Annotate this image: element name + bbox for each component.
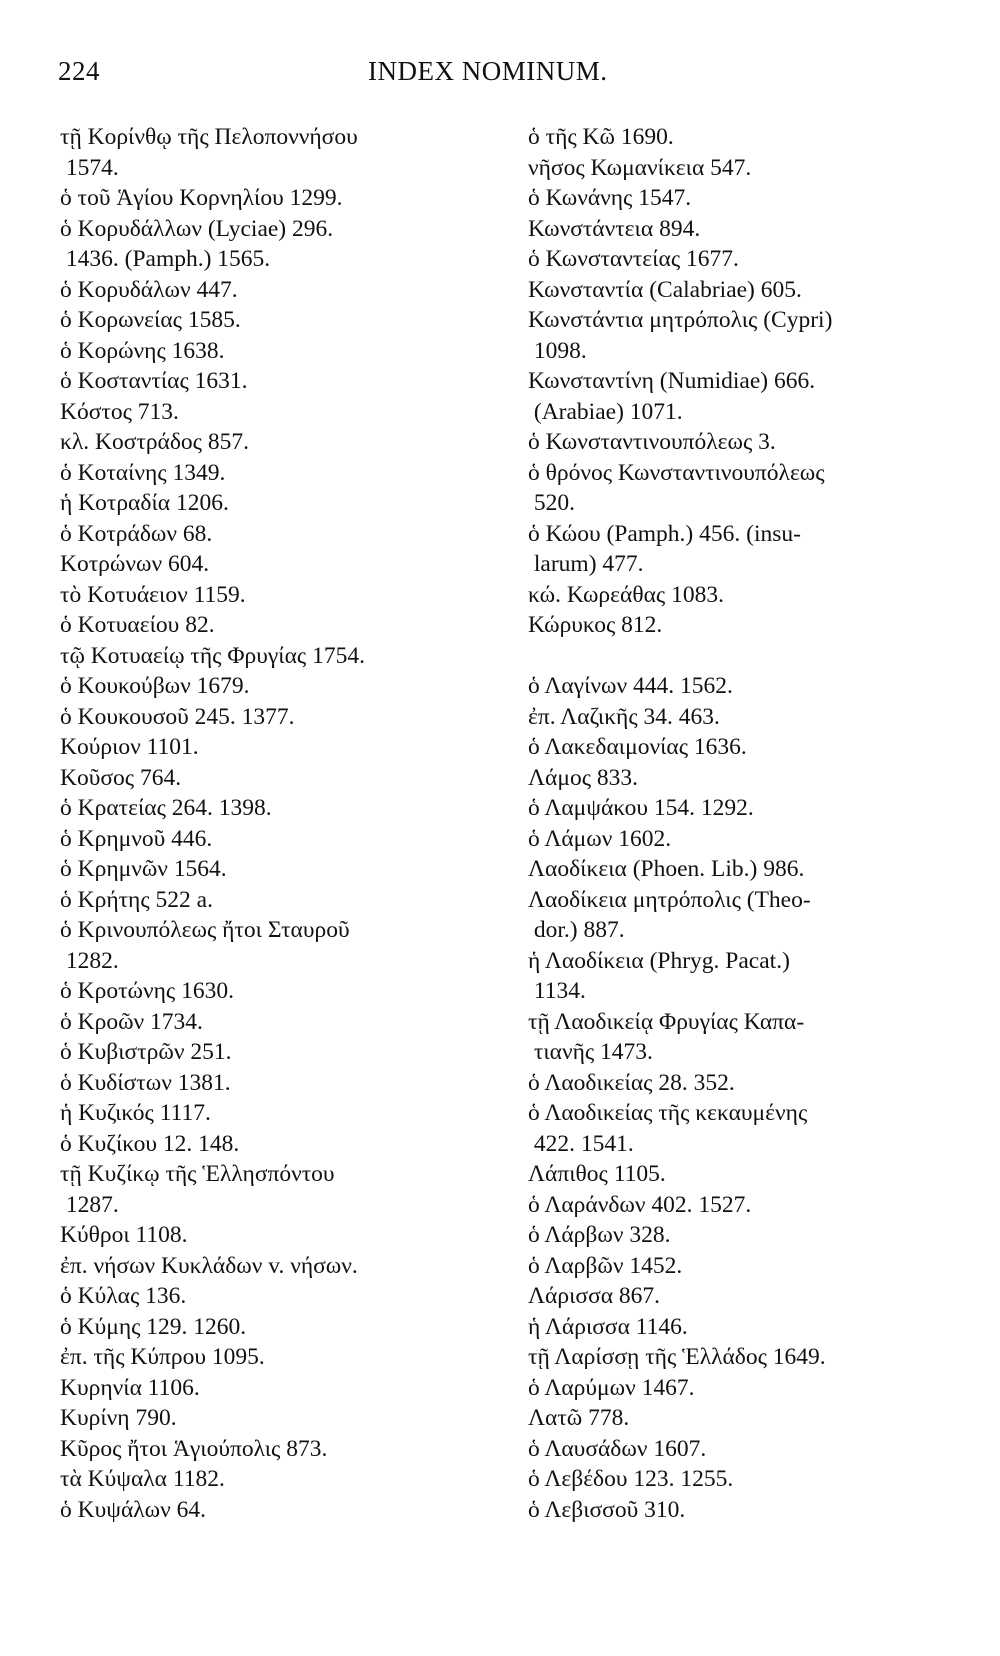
index-entry: τῇ Λαρίσσῃ τῆς Ἑλλάδος 1649.: [528, 1344, 826, 1370]
index-entry: ὁ Λαγίνων 444. 1562.: [528, 673, 733, 699]
index-entry: τῷ Κοτυαείῳ τῆς Φρυγίας 1754.: [60, 642, 365, 669]
index-entry: Λάμος 833.: [528, 764, 639, 791]
index-entry: νῆσος Κωμανίκεια 547.: [528, 154, 752, 181]
index-entry: ὁ Λαρύμων 1467.: [528, 1374, 695, 1401]
index-entry: Λαοδίκεια (Phoen. Lib.) 986.: [528, 856, 805, 882]
index-entry: 1098.: [528, 337, 587, 364]
index-entry: ὁ Λακεδαιμονίας 1636.: [528, 734, 747, 760]
page-number: 224: [58, 56, 100, 86]
index-entry: ὁ Λάμων 1602.: [528, 825, 672, 852]
index-entry: ὁ Λαμψάκου 154. 1292.: [528, 795, 754, 821]
index-entry: ὁ Λεβισσοῦ 310.: [528, 1496, 686, 1523]
index-entry: Κούριον 1101.: [60, 734, 199, 760]
index-entry: Κωνσταντία (Calabriae) 605.: [528, 276, 802, 303]
index-entry: ὁ Κρήτης 522 a.: [60, 886, 213, 913]
index-entry: Κυρηνία 1106.: [60, 1374, 200, 1401]
index-entry: τῇ Κορίνθῳ τῆς Πελοποννήσου: [60, 124, 358, 150]
index-entry: ὁ Κροτώνης 1630.: [60, 978, 234, 1004]
index-entry: ἡ Κοτραδία 1206.: [60, 490, 229, 516]
index-entry: ὁ Κορυδάλων 447.: [60, 276, 238, 303]
index-entry: ὁ Λαρβῶν 1452.: [528, 1252, 683, 1279]
index-entry: ὁ Κορυδάλλων (Lyciae) 296.: [60, 215, 334, 242]
index-entry: ὁ Λεβέδου 123. 1255.: [528, 1466, 734, 1492]
index-entry: ἐπ. τῆς Κύπρου 1095.: [60, 1344, 265, 1370]
index-entry: ὁ Κυψάλων 64.: [60, 1496, 206, 1523]
page-header: [58, 56, 938, 96]
index-entry: ὁ Κωνσταντείας 1677.: [528, 246, 739, 272]
index-entry: ὁ Κορωνείας 1585.: [60, 307, 241, 333]
index-entry: ὁ Κοτράδων 68.: [60, 520, 213, 547]
index-entry: ὁ Κροῶν 1734.: [60, 1008, 203, 1035]
index-entry: Κόστος 713.: [60, 398, 179, 425]
index-entry: ὁ Κορώνης 1638.: [60, 337, 225, 364]
index-entry: Κοτρώνων 604.: [60, 551, 210, 577]
index-entry: ὁ Λαοδικείας 28. 352.: [528, 1069, 735, 1096]
index-entry: κώ. Κωρεάθας 1083.: [528, 581, 724, 608]
index-entry: ὁ θρόνος Κωνσταντινουπόλεως: [528, 459, 825, 486]
index-entry: ὁ Κυδίστων 1381.: [60, 1069, 231, 1096]
index-entry: Κωνσταντίνη (Numidiae) 666.: [528, 368, 816, 394]
index-entry: dor.) 887.: [528, 917, 625, 943]
index-entry: ὁ Λαράνδων 402. 1527.: [528, 1191, 752, 1218]
index-column-right: [528, 122, 978, 1525]
index-entry: ὁ Κοταίνης 1349.: [60, 459, 226, 486]
index-entry: ὁ Κρινουπόλεως ἤτοι Σταυροῦ: [60, 917, 350, 943]
index-entry: ὁ Κουκουσοῦ 245. 1377.: [60, 703, 295, 730]
index-entry: ὁ Κρημνοῦ 446.: [60, 825, 213, 852]
index-entry: ὁ Κώου (Pamph.) 456. (insu-: [528, 520, 801, 547]
index-entry: Λάπιθος 1105.: [528, 1161, 666, 1187]
index-entry: ὁ Λάρβων 328.: [528, 1222, 671, 1248]
index-entry: ἡ Λάρισσα 1146.: [528, 1313, 688, 1340]
index-entry: ὁ Κουκούβων 1679.: [60, 673, 250, 699]
index-entry: 1134.: [528, 978, 586, 1004]
index-entry: ὁ Κωνάνης 1547.: [528, 185, 692, 211]
index-entry: ἐπ. Λαζικῆς 34. 463.: [528, 703, 720, 730]
index-entry: τιανῆς 1473.: [528, 1039, 653, 1065]
index-entry: Κώρυκος 812.: [528, 612, 663, 638]
index-entry: ὁ τοῦ Ἁγίου Κορνηλίου 1299.: [60, 185, 343, 211]
index-entry: τῇ Κυζίκῳ τῆς Ἑλλησπόντου: [60, 1161, 335, 1187]
index-entry: Κωνστάντεια 894.: [528, 215, 701, 242]
index-entry: ἐπ. νήσων Κυκλάδων v. νήσων.: [60, 1252, 358, 1279]
index-entry: ὁ Κοσταντίας 1631.: [60, 368, 248, 394]
section-gap: [528, 641, 978, 672]
index-entry: larum) 477.: [528, 551, 644, 577]
index-entry: Κύθροι 1108.: [60, 1222, 188, 1248]
index-entry: Λατῶ 778.: [528, 1405, 630, 1431]
index-entry: ὁ Λαοδικείας τῆς κεκαυμένης: [528, 1100, 808, 1126]
index-entry: τὰ Κύψαλα 1182.: [60, 1466, 225, 1492]
running-title: INDEX NOMINUM.: [368, 56, 608, 86]
index-entry: Κοῦσος 764.: [60, 764, 182, 791]
index-entry: κλ. Κοστράδος 857.: [60, 429, 249, 455]
index-entry: 1436. (Pamph.) 1565.: [60, 246, 271, 272]
index-entry: ὁ Κοτυαείου 82.: [60, 612, 215, 638]
index-entry: Κωνστάντια μητρόπολις (Cypri): [528, 307, 833, 333]
index-entry: 1574.: [60, 154, 119, 181]
index-entry: ὁ Κύλας 136.: [60, 1283, 187, 1309]
index-entry: ὁ Κυβιστρῶν 251.: [60, 1039, 232, 1065]
index-entry: ὁ Κύμης 129. 1260.: [60, 1313, 247, 1340]
index-entry: ἡ Λαοδίκεια (Phryg. Pacat.): [528, 947, 790, 974]
index-entry: ἡ Κυζικός 1117.: [60, 1100, 211, 1126]
index-column-left: [60, 122, 510, 1525]
index-entry: ὁ Κυζίκου 12. 148.: [60, 1130, 240, 1157]
index-entry: ὁ τῆς Κῶ 1690.: [528, 124, 674, 150]
index-entry: Κυρίνη 790.: [60, 1405, 177, 1431]
index-entry: 1287.: [60, 1191, 119, 1218]
index-entry: Κῦρος ἤτοι Ἁγιούπολις 873.: [60, 1435, 328, 1462]
index-entry: Λάρισσα 867.: [528, 1283, 661, 1309]
index-entry: 1282.: [60, 947, 119, 974]
index-entry: Λαοδίκεια μητρόπολις (Theo-: [528, 886, 811, 913]
index-entry: ὁ Κωνσταντινουπόλεως 3.: [528, 429, 776, 455]
index-entry: ὁ Κρημνῶν 1564.: [60, 856, 227, 882]
index-entry: ὁ Λαυσάδων 1607.: [528, 1435, 707, 1462]
index-entry: τῇ Λαοδικείᾳ Φρυγίας Καπα-: [528, 1008, 805, 1035]
index-entry: ὁ Κρατείας 264. 1398.: [60, 795, 272, 821]
index-entry: 422. 1541.: [528, 1130, 634, 1157]
index-entry: 520.: [528, 490, 575, 516]
index-entry: τὸ Κοτυάειον 1159.: [60, 581, 246, 608]
index-entry: (Arabiae) 1071.: [528, 398, 683, 425]
